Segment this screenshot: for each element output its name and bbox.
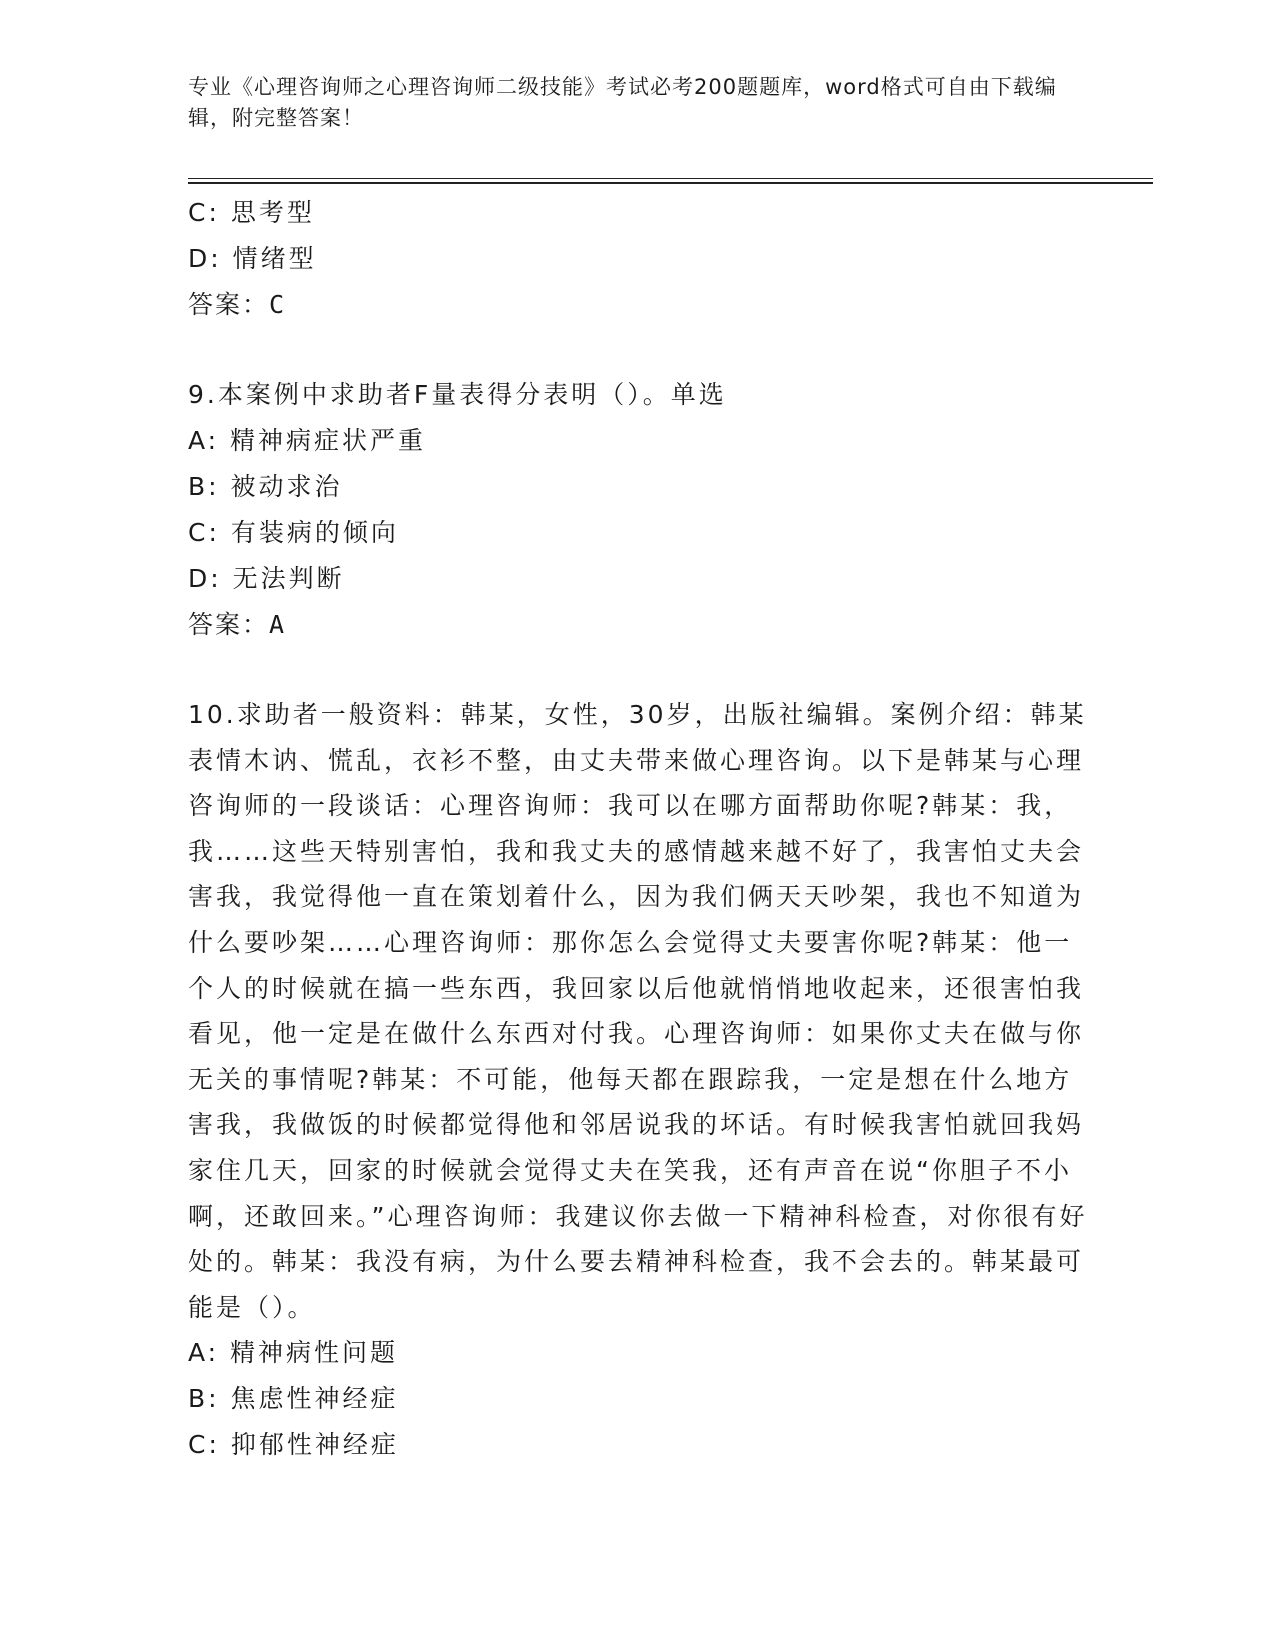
- option-d: D: 无法判断: [188, 564, 345, 593]
- option-b: B: 被动求治: [188, 472, 343, 501]
- question-content: [188, 190, 1088, 1468]
- option-a: A: 精神病症状严重: [188, 426, 427, 455]
- spacer: [188, 328, 1088, 372]
- option-b: B: 焦虑性神经症: [188, 1384, 399, 1414]
- option-c: C: 有装病的倾向: [188, 518, 399, 547]
- answer-label: 答案：A: [188, 610, 287, 639]
- spacer: [188, 648, 1088, 692]
- option-a: A: 精神病性问题: [188, 1338, 399, 1368]
- question-10-stem: 10.求助者一般资料：韩某，女性，30岁，出版社编辑。案例介绍：韩某表情木讷、慌乱，衣衫不整，由丈夫带来做心理咨询。以下是韩某与心理咨询师的一段谈话：心理咨询师：我可以在哪方面帮助你呢?韩某：我，我……这些天特别害怕，我和我丈夫的感情越来越不好了，我害怕丈夫会害我，我觉得他一直在策划着什么，因为我们俩天天吵架，我也不知道为什么要吵架……心理咨询师：那你怎么会觉得丈夫要害你呢?韩某：他一个人的时候就在搞一些东西，我回家以后他就悄悄地收起来，还很害怕我看见，他一定是在做什么东西对付我。心理咨询师：如果你丈夫在做与你无关的事情呢?韩某：不可能，他每天都在跟踪我，一定是想在什么地方害我，我做饭的时候都觉得他和邻居说我的坏话。有时候我害怕就回我妈家住几天，回家的时候就会觉得丈夫在笑我，还有声音在说“你胆子不小啊，还敢回来。”心理咨询师：我建议你去做一下精神科检查，对你很有好处的。韩某：我没有病，为什么要去精神科检查，我不会去的。韩某最可能是（）。: [188, 700, 1088, 1322]
- document-header: 专业《心理咨询师之心理咨询师二级技能》考试必考200题题库，word格式可自由下载编辑，附完整答案！: [188, 75, 1057, 130]
- answer-label: 答案：C: [188, 290, 287, 319]
- option-c: C: 思考型: [188, 198, 315, 227]
- option-d: D: 情绪型: [188, 244, 317, 273]
- header-rule-thin: [188, 178, 1153, 179]
- header-rule-thick: [188, 182, 1153, 184]
- question-9-stem: 9.本案例中求助者F量表得分表明（）。单选: [188, 380, 727, 409]
- option-c: C: 抑郁性神经症: [188, 1430, 399, 1460]
